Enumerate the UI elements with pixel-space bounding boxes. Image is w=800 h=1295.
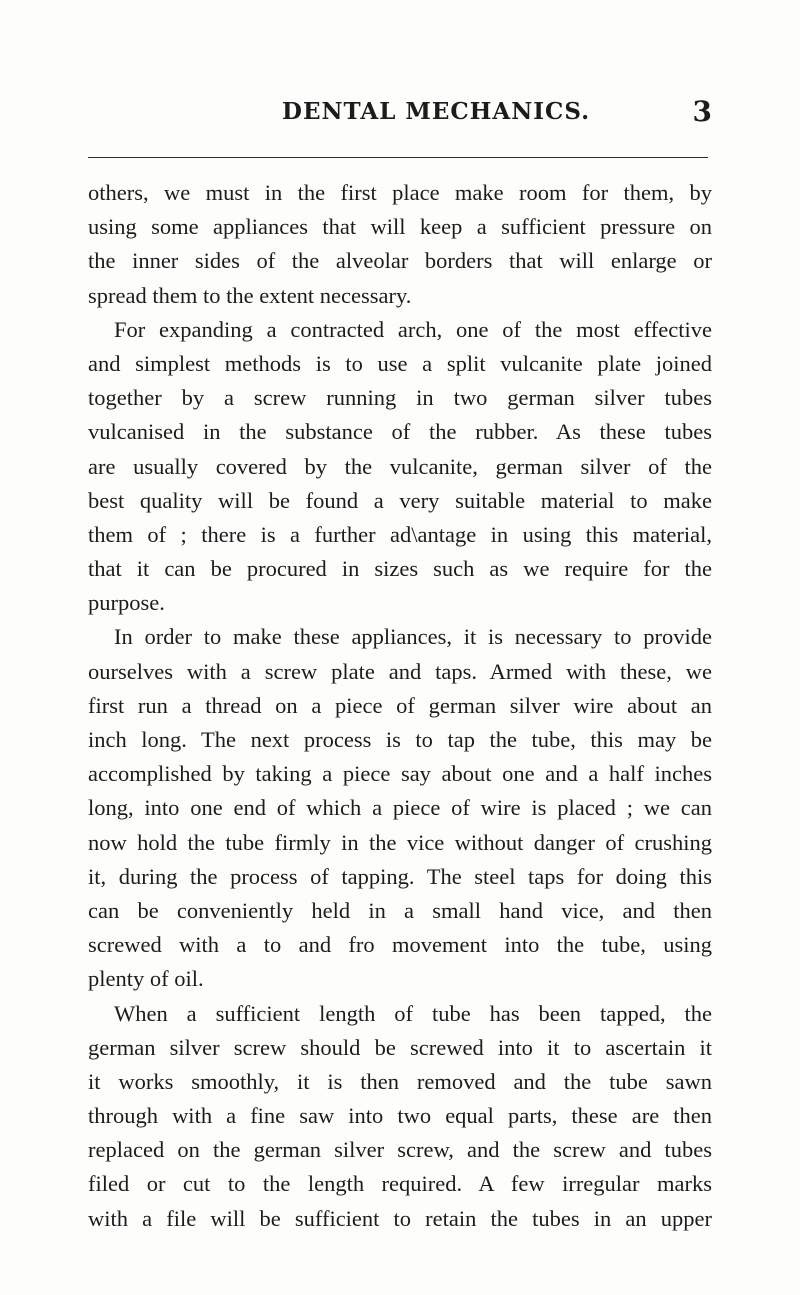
text-line: that it can be procured in sizes such as we require for the bbox=[88, 556, 712, 582]
text-line: through with a fine saw into two equal parts, these are then bbox=[88, 1103, 712, 1129]
text-line: plenty of oil. bbox=[88, 966, 204, 992]
text-line: german silver screw should be screwed into it to ascertain it bbox=[88, 1034, 712, 1060]
page-number: 3 bbox=[692, 95, 712, 128]
text-line: screwed with a to and fro movement into the tube, using bbox=[88, 932, 712, 958]
text-line: For expanding a contracted arch, one of the most effective bbox=[114, 316, 712, 342]
text-line: are usually covered by the vulcanite, german silver of the bbox=[88, 453, 712, 479]
text-line: now hold the tube firmly in the vice without danger of crushing bbox=[88, 829, 712, 855]
text-line: together by a screw running in two german silver tubes bbox=[88, 385, 712, 411]
text-line: inch long. The next process is to tap the tube, this may be bbox=[88, 727, 712, 752]
text-line: In order to make these appliances, it is necessary to provide bbox=[114, 624, 712, 650]
text-line: them of ; there is a further ad\antage in using this material, bbox=[88, 521, 712, 547]
text-line: purpose. bbox=[88, 590, 165, 616]
text-line: filed or cut to the length required. A few irregular marks bbox=[88, 1171, 712, 1197]
text-line: replaced on the german silver screw, and the screw and tubes bbox=[88, 1137, 712, 1163]
text-line: using some appliances that will keep a sufficient pressure on bbox=[88, 214, 712, 240]
page-header bbox=[0, 92, 800, 132]
text-line: it, during the process of tapping. The steel taps for doing this bbox=[88, 863, 712, 889]
text-line: long, into one end of which a piece of wire is placed ; we can bbox=[88, 795, 712, 821]
text-line: vulcanised in the substance of the rubber. As these tubes bbox=[88, 419, 712, 445]
text-line: can be conveniently held in a small hand vice, and then bbox=[88, 897, 712, 923]
text-line: ourselves with a screw plate and taps. Armed with these, we bbox=[88, 658, 712, 684]
text-line: accomplished by taking a piece say about one and a half inches bbox=[88, 761, 712, 787]
text-line: others, we must in the first place make room for them, by bbox=[88, 180, 712, 205]
text-line: When a sufficient length of tube has been tapped, the bbox=[114, 1000, 712, 1026]
text-line: it works smoothly, it is then removed and the tube sawn bbox=[88, 1068, 712, 1094]
running-head: DENTAL MECHANICS. bbox=[282, 98, 591, 125]
header-rule bbox=[88, 157, 708, 158]
text-line: with a file will be sufficient to retain the tubes in an upper bbox=[88, 1205, 712, 1231]
text-line: spread them to the extent necessary. bbox=[88, 282, 412, 308]
text-line: and simplest methods is to use a split vulcanite plate joined bbox=[88, 350, 712, 376]
text-line: the inner sides of the alveolar borders that will enlarge or bbox=[88, 248, 712, 274]
body-text bbox=[88, 176, 712, 1236]
text-line: first run a thread on a piece of german silver wire about an bbox=[88, 692, 712, 718]
text-line: best quality will be found a very suitable material to make bbox=[88, 487, 712, 513]
